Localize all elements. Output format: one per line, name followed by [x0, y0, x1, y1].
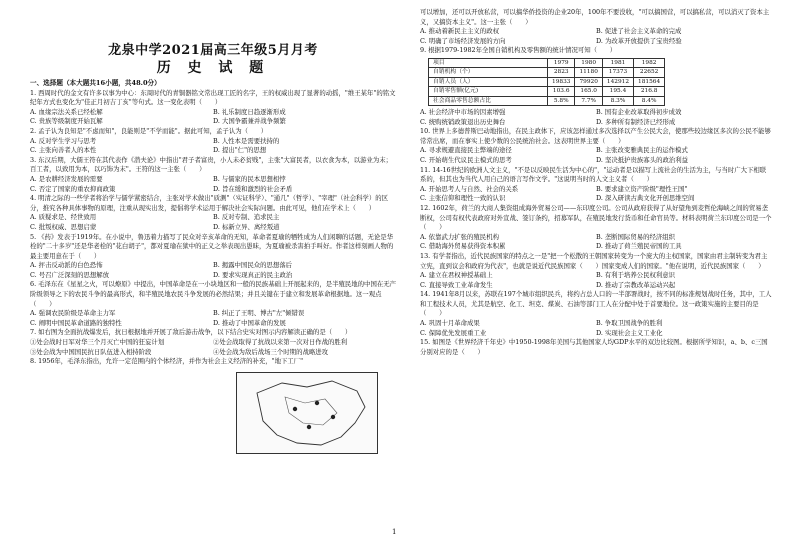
table-cell: 11180	[575, 68, 602, 77]
answer-option[interactable]: ③处会战为中国国民抗日队伍进入相持阶段	[30, 347, 152, 356]
option-row	[420, 156, 772, 166]
question-stem: 4. 明清之际的一些学者将治学与儒学紧密结合，主张对学术做出"质测"（实证科学）、"通几"（哲学）、"宰理"（社会科学）的区分，推究各种具体事物的原理，注重从现实出发，提倡将学术运用于解决社会实际问题。由此可见，他们在学术上（ ）	[30, 194, 389, 212]
answer-option[interactable]: D. 大国争霸兼并战争频繁	[213, 117, 286, 126]
answer-option[interactable]: C. 开始萌生代议民主模式的思考	[420, 155, 512, 164]
option-row	[420, 271, 772, 281]
option-row	[30, 146, 396, 156]
question-stem: 10. 世界上多德普斯巴动地指出，在民主政体下，应该怎样通过多次选择以产生公民大会，使那些较边缘区多次的公民不能够常常出席，而在事实上使少数的公民统治社会。这表明世界主要（ ）	[420, 127, 771, 145]
map-marker-4	[293, 407, 297, 411]
answer-option[interactable]: B. 要求建立资产阶级"理性王国"	[596, 184, 688, 193]
question-stem: 13. 有学者指出，近代民族国家的特点之一是"把一个松散的王朝国家转变为一个庞大的主权国家，国家由君主制转变为君主立宪，直到议会和政府为代表"，也就是说近代民族国家（ ）国家变成人们的国家。"他在说明，近代民族国家（ ）	[420, 251, 768, 270]
question-stem: 可以增加，还可以开放私营，可以搞华侨投资的企业20年，100年不要没收，"可以搞国营，可以搞私营，可以消灭了资本主义，又搞资本主义"。这一主张（ ）	[420, 8, 770, 26]
question	[30, 233, 396, 281]
left-question-list	[30, 89, 396, 367]
answer-option[interactable]: C. 号召广泛深刻的思想解放	[30, 270, 110, 279]
answer-option[interactable]: B. 人性本是需要扶持的	[213, 136, 280, 145]
answer-option[interactable]: D. 提出"仁"的思想	[213, 146, 267, 155]
option-row	[420, 27, 772, 37]
table-cell: 22652	[634, 68, 665, 77]
section-heading: 一、选择题（本大题共16小题，共48.0分）	[30, 79, 161, 87]
answer-option[interactable]: A. 巩固十月革命成果	[420, 319, 480, 328]
option-row	[30, 261, 396, 271]
left-column	[30, 8, 396, 367]
table-cell: 8.4%	[634, 96, 665, 105]
map-marker-1	[315, 401, 319, 405]
question-stem: 12. 1602年，荷兰的大商人集资组成海外贸易公司——东印度公司。公司从政府获得了从好望角到麦哲伦海峡之间的贸易垄断权，公司有权代表政府对外宣战、签订条约，招募军队，在殖民地发行货币和任命官员等。材料表明荷兰东印度公司是一个（ ）	[420, 203, 772, 232]
answer-option[interactable]: C. 主张向善者人的本性	[30, 146, 97, 155]
answer-option[interactable]: A. 强调农民阶级是革命主力军	[30, 309, 116, 318]
answer-option[interactable]: D. 要求实现真正的民主政治	[213, 270, 293, 279]
answer-option[interactable]: B. 主张改变雅典民主的运作模式	[596, 146, 688, 155]
answer-option[interactable]: C. 直接导致工业革命发生	[420, 280, 493, 289]
answer-option[interactable]: C. 主张信仰和理性一致的认识	[420, 194, 506, 203]
table-cell: 142912	[602, 77, 633, 86]
table-header-cell: 1982	[634, 58, 665, 67]
answer-option[interactable]: D. 标新立异、离经叛道	[213, 222, 280, 231]
option-row	[30, 137, 396, 147]
answer-option[interactable]: B. 揭露中国民众的思想落后	[213, 261, 293, 270]
answer-option[interactable]: B. 反对专制、追求民主	[213, 213, 280, 222]
table-row	[429, 68, 665, 77]
right-question-list	[420, 8, 772, 357]
question	[420, 338, 772, 357]
table-cell: 自销机构（个）	[429, 68, 548, 77]
answer-option[interactable]: D. 深入研读古典文化开创思维空间	[596, 194, 695, 203]
question	[420, 127, 772, 165]
answer-option[interactable]: C. 明确了市场经济发展的方向	[420, 36, 506, 45]
answer-option[interactable]: D. 多种所有制经济已经形成	[596, 117, 676, 126]
option-row	[420, 185, 772, 195]
question	[30, 328, 396, 357]
answer-option[interactable]: C. 阐明中国民革命道路的独特性	[30, 318, 122, 327]
page-subtitle: 历 史 试 题	[156, 60, 270, 76]
table-row	[429, 96, 665, 105]
question	[30, 357, 396, 367]
table-header-cell: 1980	[575, 58, 602, 67]
answer-option[interactable]: ②处会战取得了抗战以来第一次对日作战的胜利	[213, 338, 348, 347]
table-cell: 181564	[634, 77, 665, 86]
answer-option[interactable]: D. 推动了荷兰殖民帝国的工具	[596, 242, 682, 251]
question	[30, 156, 396, 194]
answer-option[interactable]: B. 纠正了王明、博古"左"倾错误	[213, 309, 305, 318]
table-cell: 2823	[548, 68, 575, 77]
answer-option[interactable]: D. 推动了宗教改革运动兴起	[596, 280, 676, 289]
question-stem: 8. 1956年，毛泽东指出，允许一定范围内的个体经济，并作为社会主义经济的补充，"地下工厂"	[30, 357, 304, 366]
answer-option[interactable]: C. 否定了国家的重农抑商政策	[30, 184, 116, 193]
answer-option[interactable]: B. 礼乐制度日趋逐渐形成	[213, 107, 286, 116]
answer-option[interactable]: A. 抨击反动派的白色恐怖	[30, 261, 103, 270]
question	[420, 252, 772, 290]
option-row	[420, 146, 772, 156]
question	[30, 280, 396, 328]
option-row	[420, 319, 772, 329]
option-row	[420, 281, 772, 291]
question-stem: 15. 如图是《世界经济千年史》中1950-1998年美国与其他国家人均GDP水平的双边比较图。根据所学知识，a、b、c三国分别对应的是（ ）	[420, 338, 768, 356]
answer-option[interactable]: B. 有利于培养公民权利意识	[596, 271, 676, 280]
option-row	[420, 108, 772, 118]
option-row	[420, 37, 772, 47]
table-header-cell: 1981	[602, 58, 633, 67]
answer-option[interactable]: C. 统购统销政策退出历史舞台	[420, 117, 506, 126]
table-cell: 5.8%	[548, 96, 575, 105]
option-row	[30, 108, 396, 118]
answer-option[interactable]: C. 贵族等级制度开始瓦解	[30, 117, 103, 126]
answer-option[interactable]: A. 质疑求是、经世致用	[30, 213, 97, 222]
answer-option[interactable]: A. 建立在君权神授基础上	[420, 271, 493, 280]
answer-option[interactable]: A. 推动着新民主主义的政权	[420, 27, 499, 36]
answer-option[interactable]: A. 是农耕经济发展的需要	[30, 174, 103, 183]
answer-option[interactable]: B. 垄断国际贸易的经济组织	[596, 232, 676, 241]
battle-map	[236, 372, 378, 454]
option-row	[420, 118, 772, 128]
question	[420, 46, 772, 127]
answer-option[interactable]: D. 推动了中国革命的发展	[213, 318, 286, 327]
question	[420, 166, 772, 204]
question-stem: 11. 14-16世纪的欧洲人文主义，"不是以反映民生活为中心的"，"运动者是以描写上流社会的生活为主，与当时广大下相联系的，但其也为当代人用自己的语言写作文学。"这说明当时的人文主义者（ ）	[420, 165, 767, 184]
option-row	[30, 319, 396, 329]
table-cell: 自销零售额(亿元)	[429, 87, 548, 96]
option-row	[420, 194, 772, 204]
question	[420, 290, 772, 338]
map-marker-3	[307, 425, 311, 429]
question	[420, 8, 772, 46]
table-cell: 19833	[548, 77, 575, 86]
answer-option[interactable]: C. 保障优先发展重工业	[420, 328, 487, 337]
question-stem: 6. 毛泽东在《星星之火，可以燎原》中提出，中国革命是在一小块地区和一般的民族基础上开展起来的，是半殖民地的中国在无产阶级领导之下的农民斗争的最高形式，和半殖民地农民斗争发展的必然结果；并且关键在于建立和发展革命根据地。这一观点（ ）	[30, 280, 397, 308]
answer-option[interactable]: D. 坚决抵护贵族寡头的政治利益	[596, 155, 689, 164]
table-cell: 自销人员（人）	[429, 77, 548, 86]
option-row	[30, 348, 396, 358]
table-cell: 17373	[602, 68, 633, 77]
table-header-row	[429, 58, 665, 67]
table-cell: 165.0	[575, 87, 602, 96]
question-stem: 3. 东汉后期，大儒王符在其代表作《潜夫论》中指出"君子者富贵，小人未必贫贱"，主张"大富民者，以衣食为本，以游业为末；百工者，以致用为本，以巧饰为末"。王符的这一主张（ ）	[30, 155, 393, 174]
table-cell: 7.7%	[575, 96, 602, 105]
option-row	[30, 117, 396, 127]
table-row	[429, 87, 665, 96]
question	[420, 204, 772, 252]
question-stem: 9. 根据1979-1982年全国自销机构及零售额的统计情况可知（ ）	[420, 46, 617, 55]
option-row	[30, 309, 396, 319]
map-outline	[257, 381, 365, 445]
question-stem: 7. 如右图为全面抗战爆发后，抗日根据地并开展了敌后游击战争，以下结合史实对图示内容解读正确的是（ ）	[30, 328, 352, 337]
answer-option[interactable]: B. 争取卫国战争的胜利	[596, 319, 663, 328]
question-stem: 1. 西周时代的金文有许多以事为中心：东周时代的青铜器铭文常出现工匠的名字，王的权威出现了显著的动摇，"维王某年"的铭文纪年方式也变化为"佳正月初吉丁亥"等句式。这一变化表明（ ）	[30, 88, 396, 107]
table-cell: 79920	[575, 77, 602, 86]
page-title: 龙泉中学2021届高三年级5月月考	[108, 43, 318, 58]
answer-option[interactable]: D. 为改革开放提供了宝贵经验	[596, 36, 682, 45]
map-marker-2	[331, 415, 335, 419]
answer-option[interactable]: A. 血缘宗法关系已经松解	[30, 107, 103, 116]
answer-option[interactable]: B. 与儒家的民本思想相悖	[213, 174, 286, 183]
option-row	[420, 242, 772, 252]
question	[30, 89, 396, 127]
answer-option[interactable]: D. 实现社会主义工业化	[596, 328, 663, 337]
option-row	[30, 338, 396, 348]
option-row	[30, 223, 396, 233]
question-stem: 14. 1941年8月以来，苏联在197个城市组织民兵，将约占总人口的一半部署战时，按不同的标准规划战时任务，其中，工人和工程技术人员，尤其是航空、化工、坦克、煤炭、石油等部门工人在分配中处于首要地位。这一政策实施的主要目的是（ ）	[420, 290, 772, 318]
answer-option[interactable]: A. 反对学生学习与思考	[30, 136, 97, 145]
table-cell: 103.6	[548, 87, 575, 96]
table-header-cell: 1979	[548, 58, 575, 67]
right-column	[420, 8, 772, 357]
table-header-cell: 项目	[429, 58, 548, 67]
option-row	[30, 213, 396, 223]
option-row	[30, 185, 396, 195]
question	[30, 194, 396, 232]
answer-option[interactable]: A. 寻求规避直接民主弊端的途径	[420, 146, 512, 155]
question-stem: 2. 孟子认为良知是"不虑而知"，良能则是"不学而能"。据此可知，孟子认为（ ）	[30, 126, 268, 135]
table-row	[429, 77, 665, 86]
answer-option[interactable]: ④处会战为敌后战场三个时期的战略进攻	[213, 347, 329, 356]
stats-table	[428, 58, 665, 106]
option-row	[30, 175, 396, 185]
answer-option[interactable]: A. 社会经济中市场的因素增强	[420, 108, 506, 116]
table-cell: 195.4	[602, 87, 633, 96]
answer-option[interactable]: C. 批叛权威、思想启蒙	[30, 222, 97, 231]
option-row	[420, 233, 772, 243]
question-stem: 5. 《药》发表于1919年。在小说中，鲁迅着力描写了民众对辛亥革命的无知，革命者夏瑜的牺牲成为人们闲聊的话题，无论是华栓的"二十多岁"还是华老栓的"花白胡子"，都对夏瑜在狱中的正义之举表现出愚昧，为夏瑜被杀害拍手叫好。作者这样刻画人物的最主要用意在于（ ）	[30, 232, 394, 260]
table-cell: 社会商品零售总额占比	[429, 96, 548, 105]
answer-option[interactable]: A. 开始思考人与自然、社会的关系	[420, 184, 519, 193]
page-number: 1	[392, 528, 397, 536]
table-cell: 8.3%	[602, 96, 633, 105]
table-cell: 216.8	[634, 87, 665, 96]
map-region	[285, 397, 337, 425]
answer-option[interactable]: A. 依靠武力扩张的殖民机构	[420, 232, 499, 241]
answer-option[interactable]: D. 旨在缓和激烈的社会矛盾	[213, 184, 293, 193]
answer-option[interactable]: ①处会战时日军对华三个月灭亡中国的狂妄计划	[30, 338, 165, 347]
answer-option[interactable]: C. 借助海外贸易获得资本积累	[420, 242, 506, 251]
answer-option[interactable]: B. 国有企业改革取得初步成效	[596, 108, 682, 116]
question	[30, 127, 396, 156]
answer-option[interactable]: B. 促进了社会主义革命的完成	[596, 27, 682, 36]
option-row	[420, 329, 772, 339]
